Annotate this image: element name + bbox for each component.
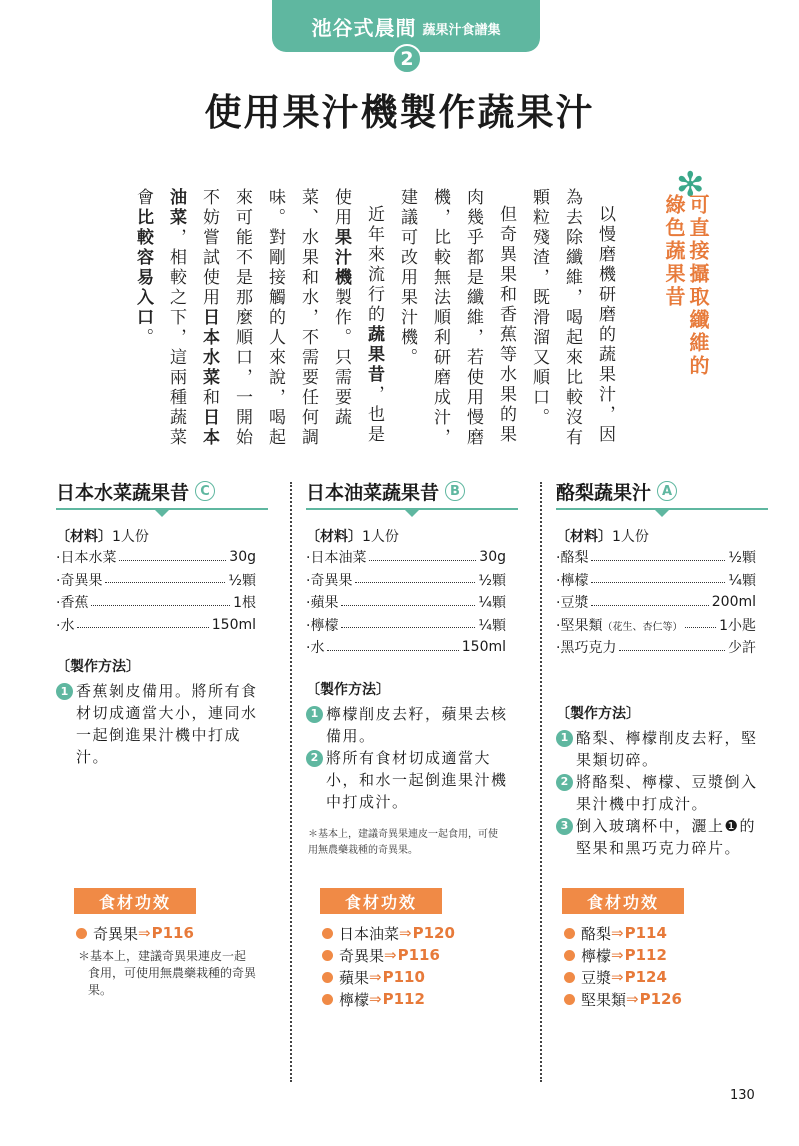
- ingredient-row: [56, 546, 256, 569]
- efficacy-name: 日本油菜: [339, 924, 400, 943]
- ingredient-qty: ¼顆: [478, 595, 506, 612]
- step-text: 將酪梨、檸檬、豆漿倒入果汁機中打成汁。: [576, 772, 758, 813]
- ingredient-list: [306, 546, 536, 659]
- step-text: 香蕉剝皮備用。將所有食材切成適當大小，連同水一起倒進果汁機中打成汁。: [76, 682, 258, 766]
- ingredient-name: ·檸檬: [306, 617, 339, 634]
- efficacy-page: P112: [624, 946, 667, 964]
- recipe-title: [56, 478, 286, 504]
- intro-paragraph-1: [522, 188, 621, 450]
- bullet-icon: [564, 994, 575, 1005]
- title-underline: [306, 508, 518, 510]
- efficacy-page: P116: [397, 946, 440, 964]
- bullet-icon: [322, 972, 333, 983]
- leader-dots: [77, 627, 208, 628]
- bullet-icon: [322, 950, 333, 961]
- recipe-title-text: 酪梨蔬果汁: [556, 481, 652, 504]
- efficacy-list-c: [76, 922, 276, 999]
- serving-label: 1人份: [112, 529, 149, 545]
- method-step: [556, 727, 762, 771]
- intro-text-run: 和: [199, 388, 219, 408]
- method-heading: 〔製作方法〕: [556, 705, 640, 722]
- arrow-icon: ⇒: [369, 968, 382, 986]
- ingredient-name: ·日本油菜: [306, 550, 367, 567]
- efficacy-name: 蘋果: [339, 968, 370, 987]
- efficacy-item: [564, 922, 764, 944]
- ingredient-name: ·奇異果: [56, 572, 103, 589]
- step-number: 1: [56, 683, 73, 700]
- arrow-icon: ⇒: [611, 946, 624, 964]
- ingredient-name: ·豆漿: [556, 595, 589, 612]
- ingredient-qty: 150ml: [461, 639, 506, 656]
- intro-text: [126, 188, 621, 450]
- efficacy-item: [322, 944, 522, 966]
- efficacy-page: P120: [412, 924, 455, 942]
- step-text: 將所有食材切成適當大小，和水一起倒進果汁機中打成汁。: [326, 748, 508, 811]
- recipe-badge: B: [445, 481, 465, 501]
- ingredient-row: [306, 546, 506, 569]
- materials-heading: [556, 526, 786, 546]
- efficacy-name: 奇異果: [339, 946, 385, 965]
- ingredient-list: [556, 546, 786, 659]
- arrow-icon: ⇒: [399, 924, 412, 942]
- ingredient-qty: 30g: [229, 549, 256, 566]
- leader-dots: [355, 582, 475, 583]
- recipe-c: [56, 478, 286, 768]
- arrow-icon: ⇒: [611, 968, 624, 986]
- efficacy-page: P124: [624, 968, 667, 986]
- step-number: 2: [306, 750, 323, 767]
- ingredient-qty: ¼顆: [478, 617, 506, 634]
- intro-text-run: 。: [133, 328, 153, 348]
- efficacy-item: [564, 966, 764, 988]
- recipe-b: [306, 478, 536, 859]
- ingredient-name: ·水: [306, 640, 325, 657]
- ingredient-row: [556, 614, 756, 637]
- intro-line: 肉幾乎都是纖維，若使用慢磨: [463, 188, 483, 448]
- page-number: 130: [730, 1088, 755, 1103]
- efficacy-heading-c: 食材功效: [74, 888, 196, 914]
- efficacy-list-b: [322, 922, 522, 1010]
- efficacy-name: 奇異果: [93, 924, 139, 943]
- bullet-icon: [564, 928, 575, 939]
- intro-emphasis: 日本: [199, 408, 219, 448]
- ingredient-row: [306, 569, 506, 592]
- efficacy-page: P110: [382, 968, 425, 986]
- intro-emphasis: 果汁機: [331, 228, 351, 288]
- materials-label: 〔材料〕: [556, 529, 612, 545]
- ingredient-qty: 150ml: [211, 616, 256, 633]
- arrow-icon: ⇒: [138, 924, 151, 942]
- method-heading: 〔製作方法〕: [56, 659, 140, 675]
- title-underline: [56, 508, 268, 510]
- leader-dots: [119, 560, 226, 561]
- intro-line: 建議可改用果汁機。: [397, 188, 417, 368]
- ingredient-row: [306, 591, 506, 614]
- efficacy-list-a: [564, 922, 764, 1010]
- intro-paragraph-3: [126, 188, 390, 450]
- ingredient-row: [56, 591, 256, 614]
- leader-dots: [91, 605, 230, 606]
- ingredient-qty: 200ml: [711, 594, 756, 611]
- intro-line: 為去除纖維，喝起來比較沒有: [562, 188, 582, 448]
- efficacy-heading-b: 食材功效: [320, 888, 442, 914]
- ingredient-qty: 30g: [479, 549, 506, 566]
- ingredient-name: ·奇異果: [306, 572, 353, 589]
- intro-text-run: 製作。只需要蔬: [331, 288, 351, 428]
- recipe-badge: A: [657, 481, 677, 501]
- ingredient-row: [56, 569, 256, 592]
- materials-heading: [306, 526, 536, 546]
- ingredient-row: [556, 591, 756, 614]
- asterisk-icon: ✻: [676, 165, 705, 205]
- efficacy-name: 檸檬: [581, 946, 612, 965]
- efficacy-item: [322, 988, 522, 1010]
- ingredient-name: ·檸檬: [556, 572, 589, 589]
- intro-emphasis: 蔬果昔: [364, 325, 384, 385]
- efficacy-note: ＊基本上，建議奇異果連皮一起食用，可使用無農藥栽種的奇異果。: [78, 949, 257, 997]
- ingredient-row: [56, 614, 256, 637]
- recipe-title-text: 日本油菜蔬果昔: [306, 481, 440, 504]
- bullet-icon: [322, 928, 333, 939]
- ingredient-qty: ½顆: [228, 572, 256, 589]
- ingredient-row: [556, 569, 756, 592]
- efficacy-item: [564, 988, 764, 1010]
- series-title: 池谷式晨間: [311, 15, 417, 40]
- step-text: 酪梨、檸檬削皮去籽，堅果類切碎。: [576, 728, 758, 769]
- subhead-line-1: 可直接攝取纖維的: [686, 194, 710, 378]
- method-step: [56, 680, 262, 768]
- recipe-title: [306, 478, 536, 504]
- intro-text-run: ，相較之下，這兩種蔬菜: [166, 228, 186, 448]
- intro-text-run: 會: [133, 188, 153, 208]
- leader-dots: [591, 582, 725, 583]
- method-heading: 〔製作方法〕: [306, 681, 390, 698]
- materials-heading: [56, 526, 286, 546]
- column-divider: [290, 482, 292, 1082]
- subhead-line-2: 綠色蔬果昔: [662, 194, 686, 309]
- arrow-icon: ⇒: [611, 924, 624, 942]
- step-number: 1: [556, 730, 573, 747]
- ingredient-row: [306, 614, 506, 637]
- leader-dots: [619, 650, 725, 651]
- bullet-icon: [322, 994, 333, 1005]
- intro-line: 以慢磨機研磨的蔬果汁，因: [595, 205, 615, 445]
- recipe-note: ＊基本上，建議奇異果連皮一起食用，可使用無農藥栽種的奇異果。: [308, 828, 498, 856]
- intro-line: 機，比較無法順利研磨成汁，: [430, 188, 450, 448]
- efficacy-heading-a: 食材功效: [562, 888, 684, 914]
- ingredient-name: ·堅果類（花生、杏仁等）: [556, 617, 683, 634]
- intro-text-run: ，也是: [364, 385, 384, 445]
- efficacy-name: 堅果類: [581, 990, 627, 1009]
- leader-dots: [105, 582, 225, 583]
- efficacy-items: [76, 922, 276, 944]
- intro-emphasis: 油菜: [166, 188, 186, 228]
- ingredient-name: ·日本水菜: [56, 550, 117, 567]
- ingredient-qty: ½顆: [728, 550, 756, 567]
- efficacy-name: 豆漿: [581, 968, 612, 987]
- section-number: 2: [392, 44, 422, 74]
- efficacy-item: [564, 944, 764, 966]
- efficacy-name: 檸檬: [339, 990, 370, 1009]
- efficacy-item: [322, 922, 522, 944]
- ingredient-note: （花生、杏仁等）: [602, 621, 683, 633]
- intro-paragraph-2: [390, 188, 522, 450]
- method-step: [556, 771, 762, 815]
- leader-dots: [685, 627, 716, 628]
- recipe-badge: C: [195, 481, 215, 501]
- ingredient-name: ·香蕉: [56, 595, 89, 612]
- efficacy-item: [322, 966, 522, 988]
- efficacy-page: P126: [639, 990, 682, 1008]
- column-divider: [540, 482, 542, 1082]
- materials-label: 〔材料〕: [56, 529, 112, 545]
- recipe-a: [556, 478, 786, 859]
- leader-dots: [341, 605, 475, 606]
- ingredient-qty: ½顆: [478, 572, 506, 589]
- arrow-icon: ⇒: [626, 990, 639, 1008]
- arrow-icon: ⇒: [369, 990, 382, 1008]
- intro-line: 味。對剛接觸的人來說，喝起: [265, 188, 285, 448]
- ingredient-name: ·蘋果: [306, 595, 339, 612]
- efficacy-item: [76, 922, 276, 944]
- step-text: 檸檬削皮去籽，蘋果去核備用。: [326, 704, 508, 745]
- ingredient-row: [556, 546, 756, 569]
- ingredient-list: [56, 546, 286, 636]
- arrow-icon: ⇒: [384, 946, 397, 964]
- step-number: 2: [556, 774, 573, 791]
- recipe-title: [556, 478, 786, 504]
- intro-line: 但奇異果和香蕉等水果的果: [496, 205, 516, 445]
- ingredient-row: [306, 636, 506, 659]
- title-underline: [556, 508, 768, 510]
- bullet-icon: [564, 972, 575, 983]
- leader-dots: [341, 627, 475, 628]
- step-text: 倒入玻璃杯中，灑上❶的堅果和黑巧克力碎片。: [576, 816, 756, 857]
- step-list: [56, 680, 286, 768]
- efficacy-page: P116: [151, 924, 194, 942]
- intro-line: 來可能不是那麼順口，一開始: [232, 188, 252, 448]
- intro-text-run: 近年來流行的: [364, 205, 384, 325]
- ingredient-qty: ¼顆: [728, 572, 756, 589]
- recipe-title-text: 日本水菜蔬果昔: [56, 481, 190, 504]
- intro-text-run: 使用: [331, 188, 351, 228]
- method-step: [306, 747, 512, 813]
- efficacy-page: P114: [624, 924, 667, 942]
- ingredient-qty: 1小匙: [719, 617, 756, 634]
- efficacy-name: 酪梨: [581, 924, 612, 943]
- intro-line: 顆粒殘渣，既滑溜又順口。: [529, 188, 549, 428]
- bullet-icon: [76, 928, 87, 939]
- serving-label: 1人份: [362, 529, 399, 545]
- page-title: 使用果汁機製作蔬果汁: [204, 91, 595, 134]
- collection-title: 蔬果汁食譜集: [422, 22, 501, 38]
- method-step: [306, 703, 512, 747]
- leader-dots: [591, 560, 725, 561]
- intro-emphasis: 比較容易入口: [133, 208, 153, 328]
- ingredient-name: ·水: [56, 617, 75, 634]
- step-list: [556, 727, 786, 859]
- leader-dots: [327, 650, 458, 651]
- method-step: [556, 815, 762, 859]
- intro-text-run: 不妨嘗試使用: [199, 188, 219, 308]
- ingredient-qty: 少許: [728, 640, 756, 657]
- ingredient-qty: 1根: [233, 595, 256, 612]
- leader-dots: [591, 605, 708, 606]
- step-list: [306, 703, 536, 813]
- bullet-icon: [564, 950, 575, 961]
- intro-emphasis: 日本水菜: [199, 308, 219, 388]
- serving-label: 1人份: [612, 529, 649, 545]
- step-number: 3: [556, 818, 573, 835]
- step-number: 1: [306, 706, 323, 723]
- materials-label: 〔材料〕: [306, 529, 362, 545]
- intro-line: 菜、水果和水，不需要任何調: [298, 188, 318, 448]
- ingredient-name: ·酪梨: [556, 550, 589, 567]
- ingredient-row: [556, 636, 756, 659]
- ingredient-name: ·黑巧克力: [556, 640, 617, 657]
- leader-dots: [369, 560, 476, 561]
- efficacy-page: P112: [382, 990, 425, 1008]
